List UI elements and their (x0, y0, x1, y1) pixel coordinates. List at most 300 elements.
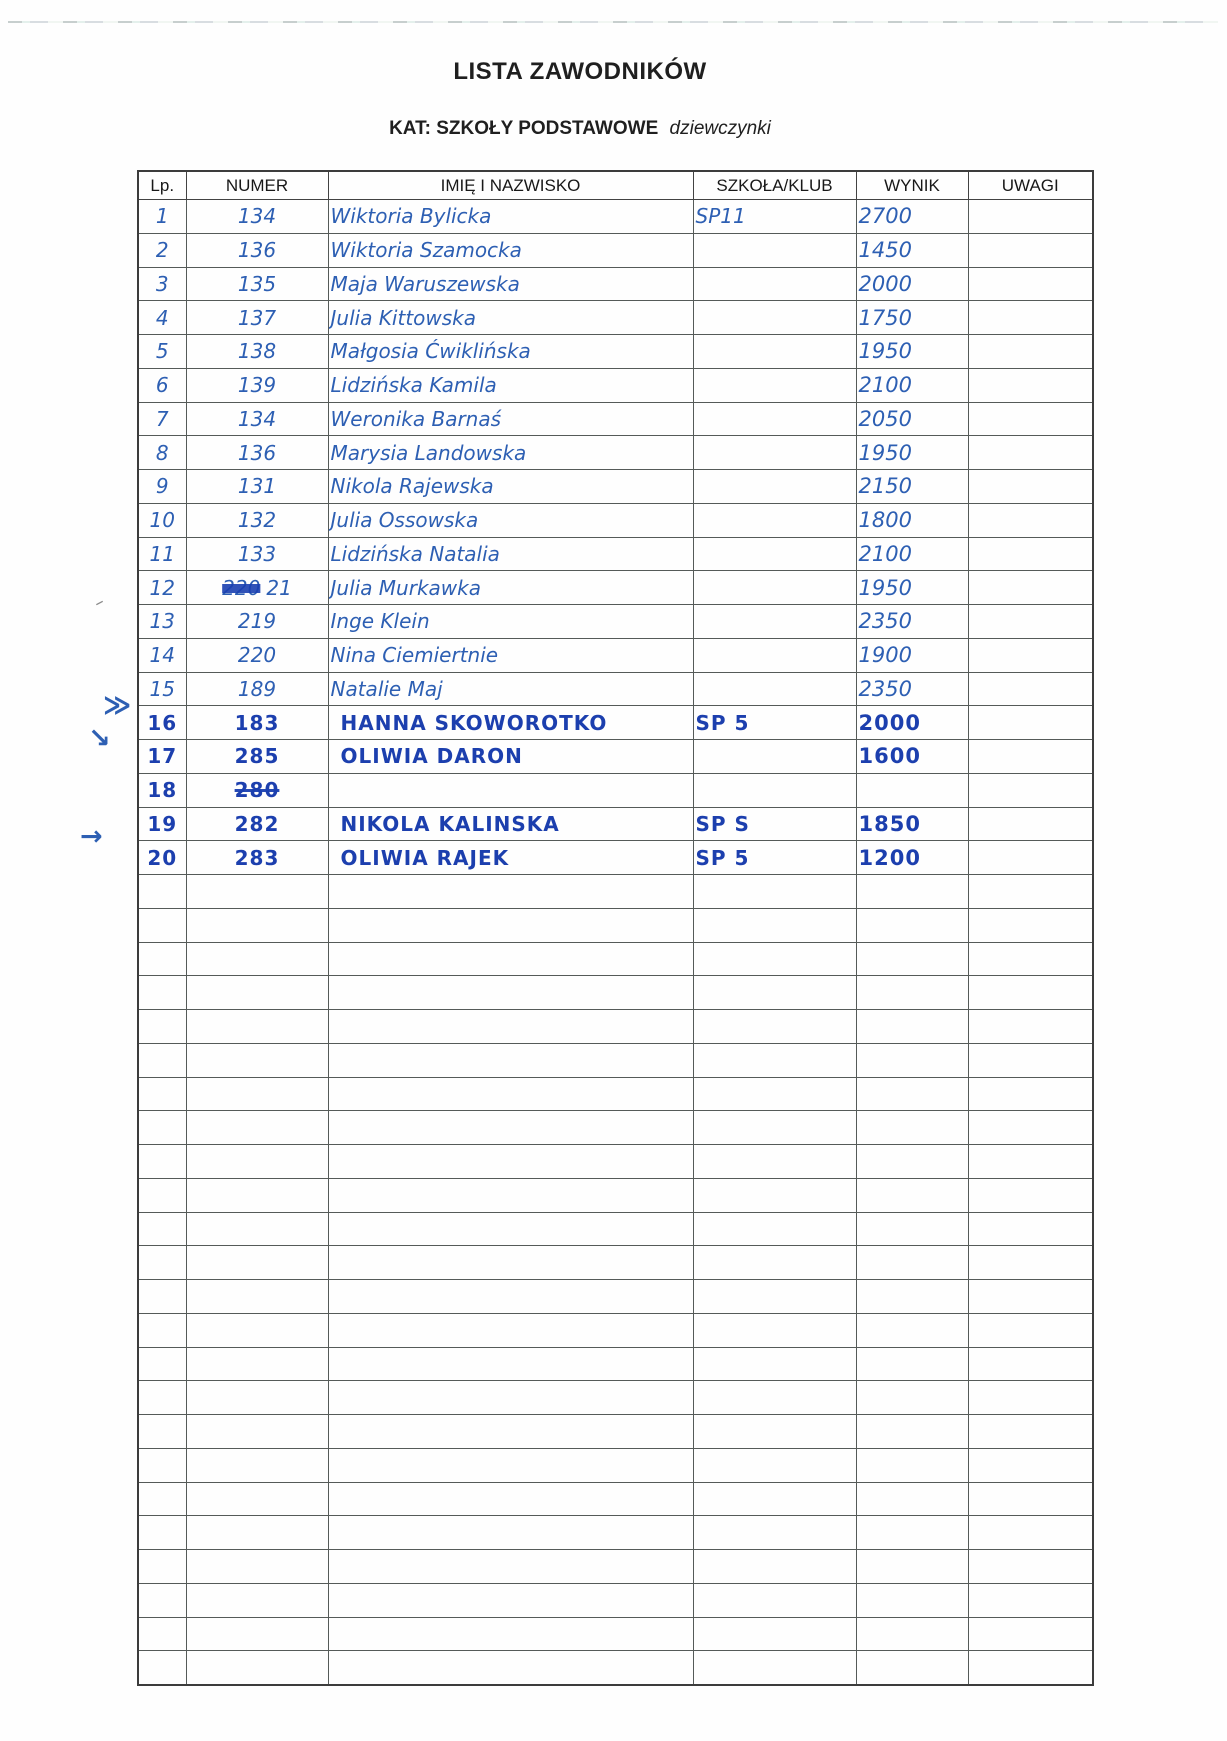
row-name-empty (328, 1077, 693, 1111)
row-name-empty (328, 1448, 693, 1482)
row-wynik: 1950 (856, 571, 968, 605)
row-uwagi-empty (968, 1111, 1093, 1145)
row-numer: 138 (186, 335, 328, 369)
table-row (138, 807, 1093, 841)
row-lp: 1 (138, 200, 186, 234)
row-numer-empty (186, 1145, 328, 1179)
row-lp-empty (138, 1583, 186, 1617)
row-wynik-empty (856, 1415, 968, 1449)
row-uwagi (968, 571, 1093, 605)
row-school-empty (693, 1381, 856, 1415)
row-school (693, 537, 856, 571)
table-row (138, 402, 1093, 436)
row-numer-empty (186, 1381, 328, 1415)
row-lp-empty (138, 908, 186, 942)
row-uwagi (968, 503, 1093, 537)
row-lp-empty (138, 1010, 186, 1044)
row-uwagi (968, 740, 1093, 774)
row-numer-empty (186, 1212, 328, 1246)
pencil-mark-icon: – (90, 591, 109, 614)
row-uwagi-empty (968, 1651, 1093, 1685)
row-wynik-empty (856, 942, 968, 976)
row-school-empty (693, 1482, 856, 1516)
row-school-empty (693, 908, 856, 942)
row-numer: 132 (186, 503, 328, 537)
row-lp: 6 (138, 368, 186, 402)
row-wynik-empty (856, 1550, 968, 1584)
row-uwagi (968, 233, 1093, 267)
row-school-empty (693, 1617, 856, 1651)
row-uwagi (968, 470, 1093, 504)
row-lp-empty (138, 1381, 186, 1415)
row-school (693, 267, 856, 301)
row-lp: 3 (138, 267, 186, 301)
row-uwagi-empty (968, 942, 1093, 976)
row-lp: 13 (138, 605, 186, 639)
row-name: OLIWIA DARON (328, 740, 693, 774)
row-school: SP 5 (693, 841, 856, 875)
row-school-empty (693, 1043, 856, 1077)
row-school (693, 773, 856, 807)
row-lp: 9 (138, 470, 186, 504)
row-lp: 8 (138, 436, 186, 470)
crossed-out-number: 220 (222, 575, 261, 600)
row-numer: 139 (186, 368, 328, 402)
row-lp-empty (138, 1111, 186, 1145)
row-school-empty (693, 1448, 856, 1482)
row-school-empty (693, 1010, 856, 1044)
row-name: Lidzińska Kamila (328, 368, 693, 402)
row-numer-empty (186, 1313, 328, 1347)
row-wynik-empty (856, 976, 968, 1010)
header-wynik: WYNIK (856, 171, 968, 200)
row-name: Nikola Rajewska (328, 470, 693, 504)
row-uwagi (968, 672, 1093, 706)
row-school (693, 436, 856, 470)
row-uwagi-empty (968, 1448, 1093, 1482)
empty-table-row (138, 1010, 1093, 1044)
empty-table-row (138, 1280, 1093, 1314)
row-name: Wiktoria Szamocka (328, 233, 693, 267)
category-label: KAT: (389, 118, 431, 139)
empty-table-row (138, 1077, 1093, 1111)
row-name-empty (328, 1043, 693, 1077)
category-note: dziewczynki (669, 118, 771, 139)
table-row (138, 436, 1093, 470)
row-wynik-empty (856, 1111, 968, 1145)
empty-table-row (138, 1516, 1093, 1550)
row-numer-empty (186, 1280, 328, 1314)
row-uwagi-empty (968, 1178, 1093, 1212)
empty-table-row (138, 1482, 1093, 1516)
table-row (138, 503, 1093, 537)
table-row (138, 571, 1093, 605)
row-name-empty (328, 875, 693, 909)
row-name-empty (328, 942, 693, 976)
row-name-empty (328, 976, 693, 1010)
empty-table-row (138, 1246, 1093, 1280)
row-wynik-empty (856, 908, 968, 942)
row-wynik: 2050 (856, 402, 968, 436)
row-school: SP11 (693, 200, 856, 234)
row-numer (186, 773, 328, 807)
row-uwagi (968, 773, 1093, 807)
row-school (693, 571, 856, 605)
row-name-empty (328, 1111, 693, 1145)
row-uwagi (968, 605, 1093, 639)
row-name: Wiktoria Bylicka (328, 200, 693, 234)
row-uwagi-empty (968, 1077, 1093, 1111)
row-wynik: 1800 (856, 503, 968, 537)
row-wynik: 1950 (856, 335, 968, 369)
row-name: Julia Murkawka (328, 571, 693, 605)
row-school-empty (693, 1516, 856, 1550)
row-numer-empty (186, 875, 328, 909)
row-uwagi (968, 807, 1093, 841)
empty-table-row (138, 1448, 1093, 1482)
table-row (138, 773, 1093, 807)
empty-table-row (138, 1550, 1093, 1584)
row-uwagi (968, 267, 1093, 301)
row-lp: 17 (138, 740, 186, 774)
row-name-empty (328, 1313, 693, 1347)
row-numer-empty (186, 1043, 328, 1077)
row-name-empty (328, 1617, 693, 1651)
row-uwagi (968, 638, 1093, 672)
row-wynik: 1200 (856, 841, 968, 875)
row-uwagi (968, 200, 1093, 234)
empty-table-row (138, 1651, 1093, 1685)
row-numer-empty (186, 1178, 328, 1212)
row-school-empty (693, 1651, 856, 1685)
row-name: Inge Klein (328, 605, 693, 639)
row-wynik-empty (856, 1347, 968, 1381)
row-lp-empty (138, 1617, 186, 1651)
row-name: OLIWIA RAJEK (328, 841, 693, 875)
row-school-empty (693, 1246, 856, 1280)
row-wynik-empty (856, 1617, 968, 1651)
row-wynik-empty (856, 1448, 968, 1482)
row-lp-empty (138, 1246, 186, 1280)
row-wynik: 2350 (856, 672, 968, 706)
empty-table-row (138, 1145, 1093, 1179)
row-uwagi-empty (968, 1010, 1093, 1044)
row-school-empty (693, 875, 856, 909)
row-numer: 189 (186, 672, 328, 706)
table-row (138, 335, 1093, 369)
row-lp-empty (138, 1212, 186, 1246)
row-numer: 134 (186, 402, 328, 436)
table-body (138, 200, 1093, 1686)
row-school-empty (693, 1583, 856, 1617)
row-school (693, 301, 856, 335)
margin-arrow-icon: ↘ (88, 723, 111, 754)
row-uwagi-empty (968, 976, 1093, 1010)
empty-table-row (138, 1043, 1093, 1077)
row-school (693, 503, 856, 537)
row-uwagi-empty (968, 1617, 1093, 1651)
row-school (693, 605, 856, 639)
row-lp-empty (138, 1448, 186, 1482)
row-uwagi (968, 402, 1093, 436)
row-lp-empty (138, 1516, 186, 1550)
row-uwagi-empty (968, 1043, 1093, 1077)
row-uwagi (968, 368, 1093, 402)
row-school (693, 672, 856, 706)
category-value: SZKOŁY PODSTAWOWE (436, 118, 659, 139)
row-numer-empty (186, 1617, 328, 1651)
row-lp-empty (138, 1482, 186, 1516)
row-lp-empty (138, 1178, 186, 1212)
row-lp-empty (138, 1145, 186, 1179)
row-wynik-empty (856, 1313, 968, 1347)
row-school-empty (693, 1415, 856, 1449)
row-wynik: 1950 (856, 436, 968, 470)
row-numer-empty (186, 1516, 328, 1550)
row-wynik: 1600 (856, 740, 968, 774)
row-lp: 20 (138, 841, 186, 875)
row-lp: 18 (138, 773, 186, 807)
row-numer-empty (186, 1482, 328, 1516)
header-school: SZKOŁA/KLUB (693, 171, 856, 200)
table-row (138, 706, 1093, 740)
row-name: Natalie Maj (328, 672, 693, 706)
crossed-out-number: 280 (234, 778, 280, 803)
row-numer-empty (186, 1583, 328, 1617)
row-school: SP 5 (693, 706, 856, 740)
margin-arrow-icon: → (80, 821, 103, 853)
row-name-empty (328, 1010, 693, 1044)
row-numer-empty (186, 942, 328, 976)
row-numer: 220 21 (186, 571, 328, 605)
row-wynik: 2700 (856, 200, 968, 234)
row-wynik-empty (856, 1246, 968, 1280)
row-school (693, 233, 856, 267)
row-name: Julia Ossowska (328, 503, 693, 537)
row-school-empty (693, 1212, 856, 1246)
row-wynik-empty (856, 1043, 968, 1077)
row-uwagi-empty (968, 1313, 1093, 1347)
row-uwagi (968, 841, 1093, 875)
empty-table-row (138, 1313, 1093, 1347)
row-school: SP S (693, 807, 856, 841)
row-uwagi-empty (968, 1347, 1093, 1381)
row-wynik: 1900 (856, 638, 968, 672)
row-school-empty (693, 1178, 856, 1212)
empty-table-row (138, 1583, 1093, 1617)
row-name-empty (328, 1482, 693, 1516)
empty-table-row (138, 942, 1093, 976)
row-numer-empty (186, 1415, 328, 1449)
row-uwagi-empty (968, 908, 1093, 942)
row-uwagi (968, 301, 1093, 335)
row-lp: 5 (138, 335, 186, 369)
row-name-empty (328, 1347, 693, 1381)
table-row (138, 537, 1093, 571)
empty-table-row (138, 1617, 1093, 1651)
row-school-empty (693, 1111, 856, 1145)
empty-table-row (138, 1212, 1093, 1246)
row-lp: 15 (138, 672, 186, 706)
row-lp-empty (138, 1651, 186, 1685)
row-wynik (856, 773, 968, 807)
row-name-empty (328, 1145, 693, 1179)
table-row (138, 605, 1093, 639)
table-row (138, 267, 1093, 301)
page-title: LISTA ZAWODNIKÓW (453, 58, 707, 85)
row-name-empty (328, 1246, 693, 1280)
row-uwagi (968, 706, 1093, 740)
scan-artifact-line (8, 21, 1218, 23)
row-numer-empty (186, 1246, 328, 1280)
category-line (0, 118, 1160, 140)
row-numer-empty (186, 1448, 328, 1482)
row-lp: 16 (138, 706, 186, 740)
row-wynik-empty (856, 1651, 968, 1685)
row-school-empty (693, 1145, 856, 1179)
table-header (138, 171, 1093, 200)
row-name-empty (328, 1583, 693, 1617)
header-uwagi: UWAGI (968, 171, 1093, 200)
row-uwagi-empty (968, 1550, 1093, 1584)
empty-table-row (138, 1381, 1093, 1415)
row-lp: 14 (138, 638, 186, 672)
margin-arrow-icon: ≫ (103, 690, 132, 722)
empty-table-row (138, 1111, 1093, 1145)
row-numer: 136 (186, 436, 328, 470)
row-lp: 2 (138, 233, 186, 267)
row-uwagi-empty (968, 1415, 1093, 1449)
table-row (138, 638, 1093, 672)
table-row (138, 672, 1093, 706)
row-wynik-empty (856, 1010, 968, 1044)
row-name: Maja Waruszewska (328, 267, 693, 301)
row-wynik-empty (856, 1482, 968, 1516)
row-wynik: 2000 (856, 706, 968, 740)
empty-table-row (138, 1178, 1093, 1212)
row-school-empty (693, 976, 856, 1010)
row-numer: 137 (186, 301, 328, 335)
row-uwagi (968, 436, 1093, 470)
row-numer: 282 (186, 807, 328, 841)
row-uwagi-empty (968, 1516, 1093, 1550)
row-school-empty (693, 1347, 856, 1381)
row-lp-empty (138, 1077, 186, 1111)
row-numer-empty (186, 1651, 328, 1685)
row-name-empty (328, 1415, 693, 1449)
row-lp: 11 (138, 537, 186, 571)
row-name: Julia Kittowska (328, 301, 693, 335)
row-lp-empty (138, 942, 186, 976)
row-wynik: 1750 (856, 301, 968, 335)
row-school (693, 402, 856, 436)
row-numer-empty (186, 1347, 328, 1381)
row-wynik: 2350 (856, 605, 968, 639)
row-name (328, 773, 693, 807)
row-name: Marysia Landowska (328, 436, 693, 470)
row-uwagi-empty (968, 1246, 1093, 1280)
empty-table-row (138, 908, 1093, 942)
row-wynik-empty (856, 1583, 968, 1617)
row-wynik: 2100 (856, 537, 968, 571)
row-wynik-empty (856, 1178, 968, 1212)
row-lp: 19 (138, 807, 186, 841)
empty-table-row (138, 875, 1093, 909)
row-school (693, 368, 856, 402)
row-numer-empty (186, 1111, 328, 1145)
table-row (138, 740, 1093, 774)
row-numer: 134 (186, 200, 328, 234)
row-wynik: 2100 (856, 368, 968, 402)
row-lp: 4 (138, 301, 186, 335)
row-name-empty (328, 1381, 693, 1415)
header-name: IMIĘ I NAZWISKO (328, 171, 693, 200)
row-wynik: 2000 (856, 267, 968, 301)
row-lp: 7 (138, 402, 186, 436)
row-name-empty (328, 1178, 693, 1212)
row-numer-empty (186, 976, 328, 1010)
row-name: Nina Ciemiertnie (328, 638, 693, 672)
row-numer-empty (186, 1010, 328, 1044)
row-wynik-empty (856, 1516, 968, 1550)
header-numer: NUMER (186, 171, 328, 200)
row-uwagi-empty (968, 875, 1093, 909)
row-name-empty (328, 1212, 693, 1246)
row-name-empty (328, 1651, 693, 1685)
row-lp: 10 (138, 503, 186, 537)
row-school (693, 470, 856, 504)
empty-table-row (138, 976, 1093, 1010)
row-wynik-empty (856, 1077, 968, 1111)
row-numer: 133 (186, 537, 328, 571)
row-uwagi-empty (968, 1381, 1093, 1415)
table-row (138, 368, 1093, 402)
row-lp-empty (138, 1280, 186, 1314)
row-school (693, 740, 856, 774)
row-uwagi-empty (968, 1145, 1093, 1179)
row-name-empty (328, 1280, 693, 1314)
row-school-empty (693, 942, 856, 976)
row-numer: 285 (186, 740, 328, 774)
row-numer: 131 (186, 470, 328, 504)
row-uwagi-empty (968, 1212, 1093, 1246)
row-school-empty (693, 1280, 856, 1314)
row-school (693, 638, 856, 672)
row-uwagi-empty (968, 1280, 1093, 1314)
competitors-table (137, 170, 1094, 1686)
row-name: Weronika Barnaś (328, 402, 693, 436)
row-numer: 283 (186, 841, 328, 875)
table-row (138, 200, 1093, 234)
table-row (138, 841, 1093, 875)
empty-table-row (138, 1347, 1093, 1381)
row-name: HANNA SKOWOROTKO (328, 706, 693, 740)
row-school-empty (693, 1313, 856, 1347)
row-numer: 136 (186, 233, 328, 267)
row-name: Małgosia Ćwiklińska (328, 335, 693, 369)
row-lp-empty (138, 1313, 186, 1347)
row-lp-empty (138, 875, 186, 909)
row-numer-empty (186, 1550, 328, 1584)
row-uwagi-empty (968, 1583, 1093, 1617)
row-lp-empty (138, 976, 186, 1010)
row-name: Lidzińska Natalia (328, 537, 693, 571)
row-wynik-empty (856, 1381, 968, 1415)
empty-table-row (138, 1415, 1093, 1449)
table-row (138, 470, 1093, 504)
row-school-empty (693, 1550, 856, 1584)
row-lp: 12 (138, 571, 186, 605)
